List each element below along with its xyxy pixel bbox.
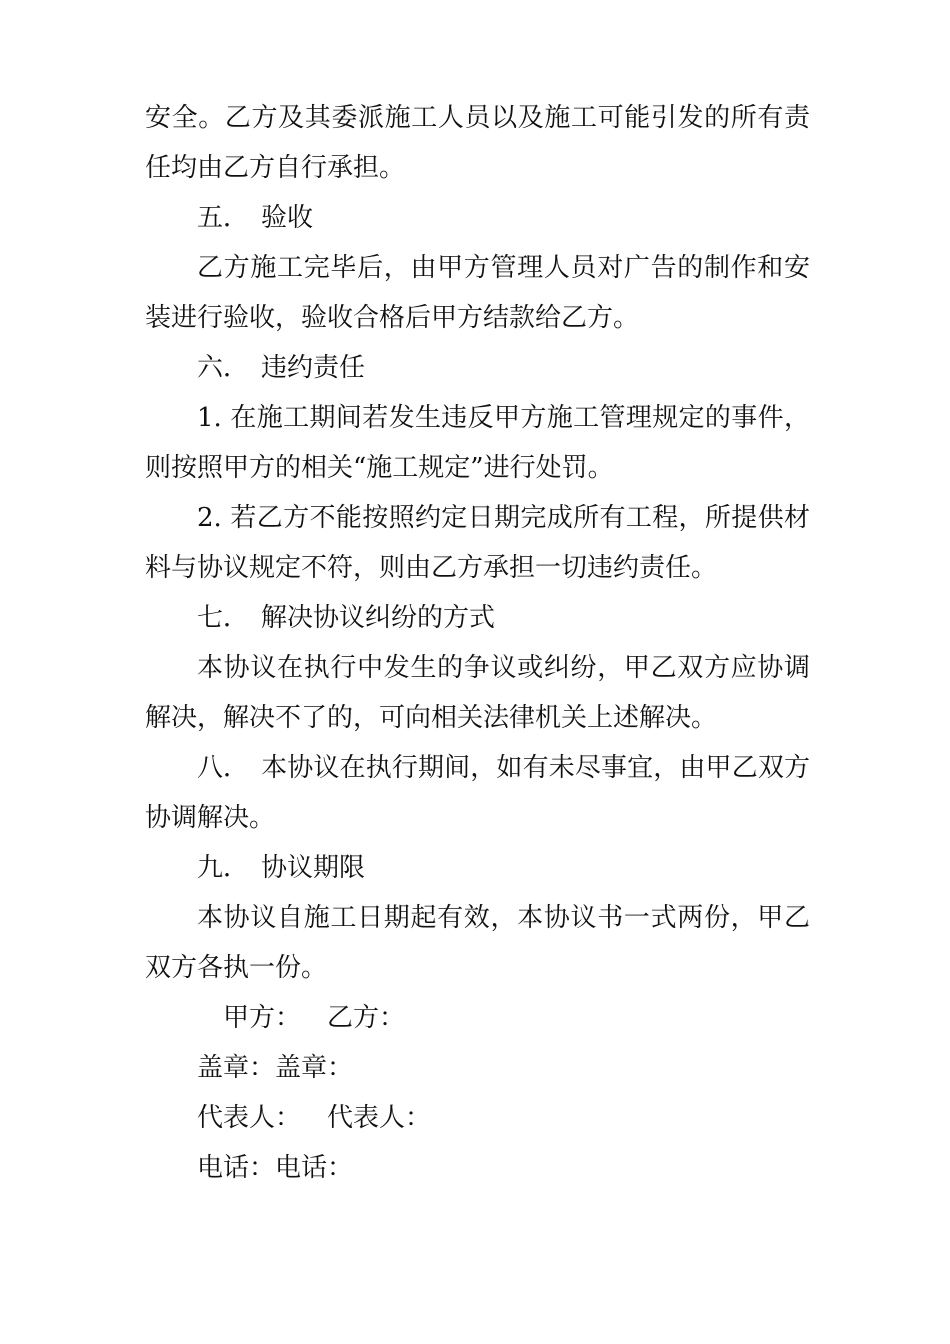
signature-seal-row <box>145 1043 810 1093</box>
signature-phone-row <box>145 1143 810 1193</box>
paragraph-continuation: 安全。乙方及其委派施工人员以及施工可能引发的所有责任均由乙方自行承担。 <box>145 103 810 183</box>
section-5-heading <box>145 193 810 243</box>
section-number: 九． <box>197 853 250 883</box>
section-title: 协议期限 <box>261 853 366 883</box>
phone-b-label: 电话： <box>275 1153 354 1183</box>
section-7-heading <box>145 593 810 643</box>
section-9-heading <box>145 843 810 893</box>
section-title: 验收 <box>261 203 314 233</box>
section-6-heading <box>145 343 810 393</box>
section-title: 违约责任 <box>261 353 366 383</box>
signature-rep-row <box>145 1093 810 1143</box>
section-6-item-2: 2. 若乙方不能按照约定日期完成所有工程，所提供材料与协议规定不符，则由乙方承担一切违约责任。 <box>145 503 810 583</box>
document-body <box>145 93 810 1193</box>
section-7-body: 本协议在执行中发生的争议或纠纷，甲乙双方应协调解决，解决不了的，可向相关法律机关上述解决。 <box>145 653 810 733</box>
signature-party-row <box>145 993 810 1043</box>
party-b-label: 乙方： <box>327 1003 406 1033</box>
section-9-body: 本协议自施工日期起有效，本协议书一式两份，甲乙双方各执一份。 <box>145 903 810 983</box>
rep-b-label: 代表人： <box>327 1103 432 1133</box>
section-number: 六． <box>197 353 250 383</box>
party-a-label: 甲方： <box>223 1003 302 1033</box>
phone-a-label: 电话： <box>197 1153 276 1183</box>
seal-a-label: 盖章： <box>197 1053 276 1083</box>
seal-b-label: 盖章： <box>275 1053 354 1083</box>
rep-a-label: 代表人： <box>197 1103 302 1133</box>
section-title: 本协议在执行期间，如有未尽事宜，由甲乙双方协调解决。 <box>145 753 810 833</box>
section-number: 五． <box>197 203 250 233</box>
section-8-heading <box>145 743 810 843</box>
section-5-body: 乙方施工完毕后，由甲方管理人员对广告的制作和安装进行验收，验收合格后甲方结款给乙方。 <box>145 253 810 333</box>
section-number: 七． <box>197 603 250 633</box>
section-6-item-1: 1. 在施工期间若发生违反甲方施工管理规定的事件，则按照甲方的相关“施工规定”进行处罚。 <box>145 403 810 483</box>
section-title: 解决协议纠纷的方式 <box>261 603 496 633</box>
section-number: 八． <box>197 753 250 783</box>
